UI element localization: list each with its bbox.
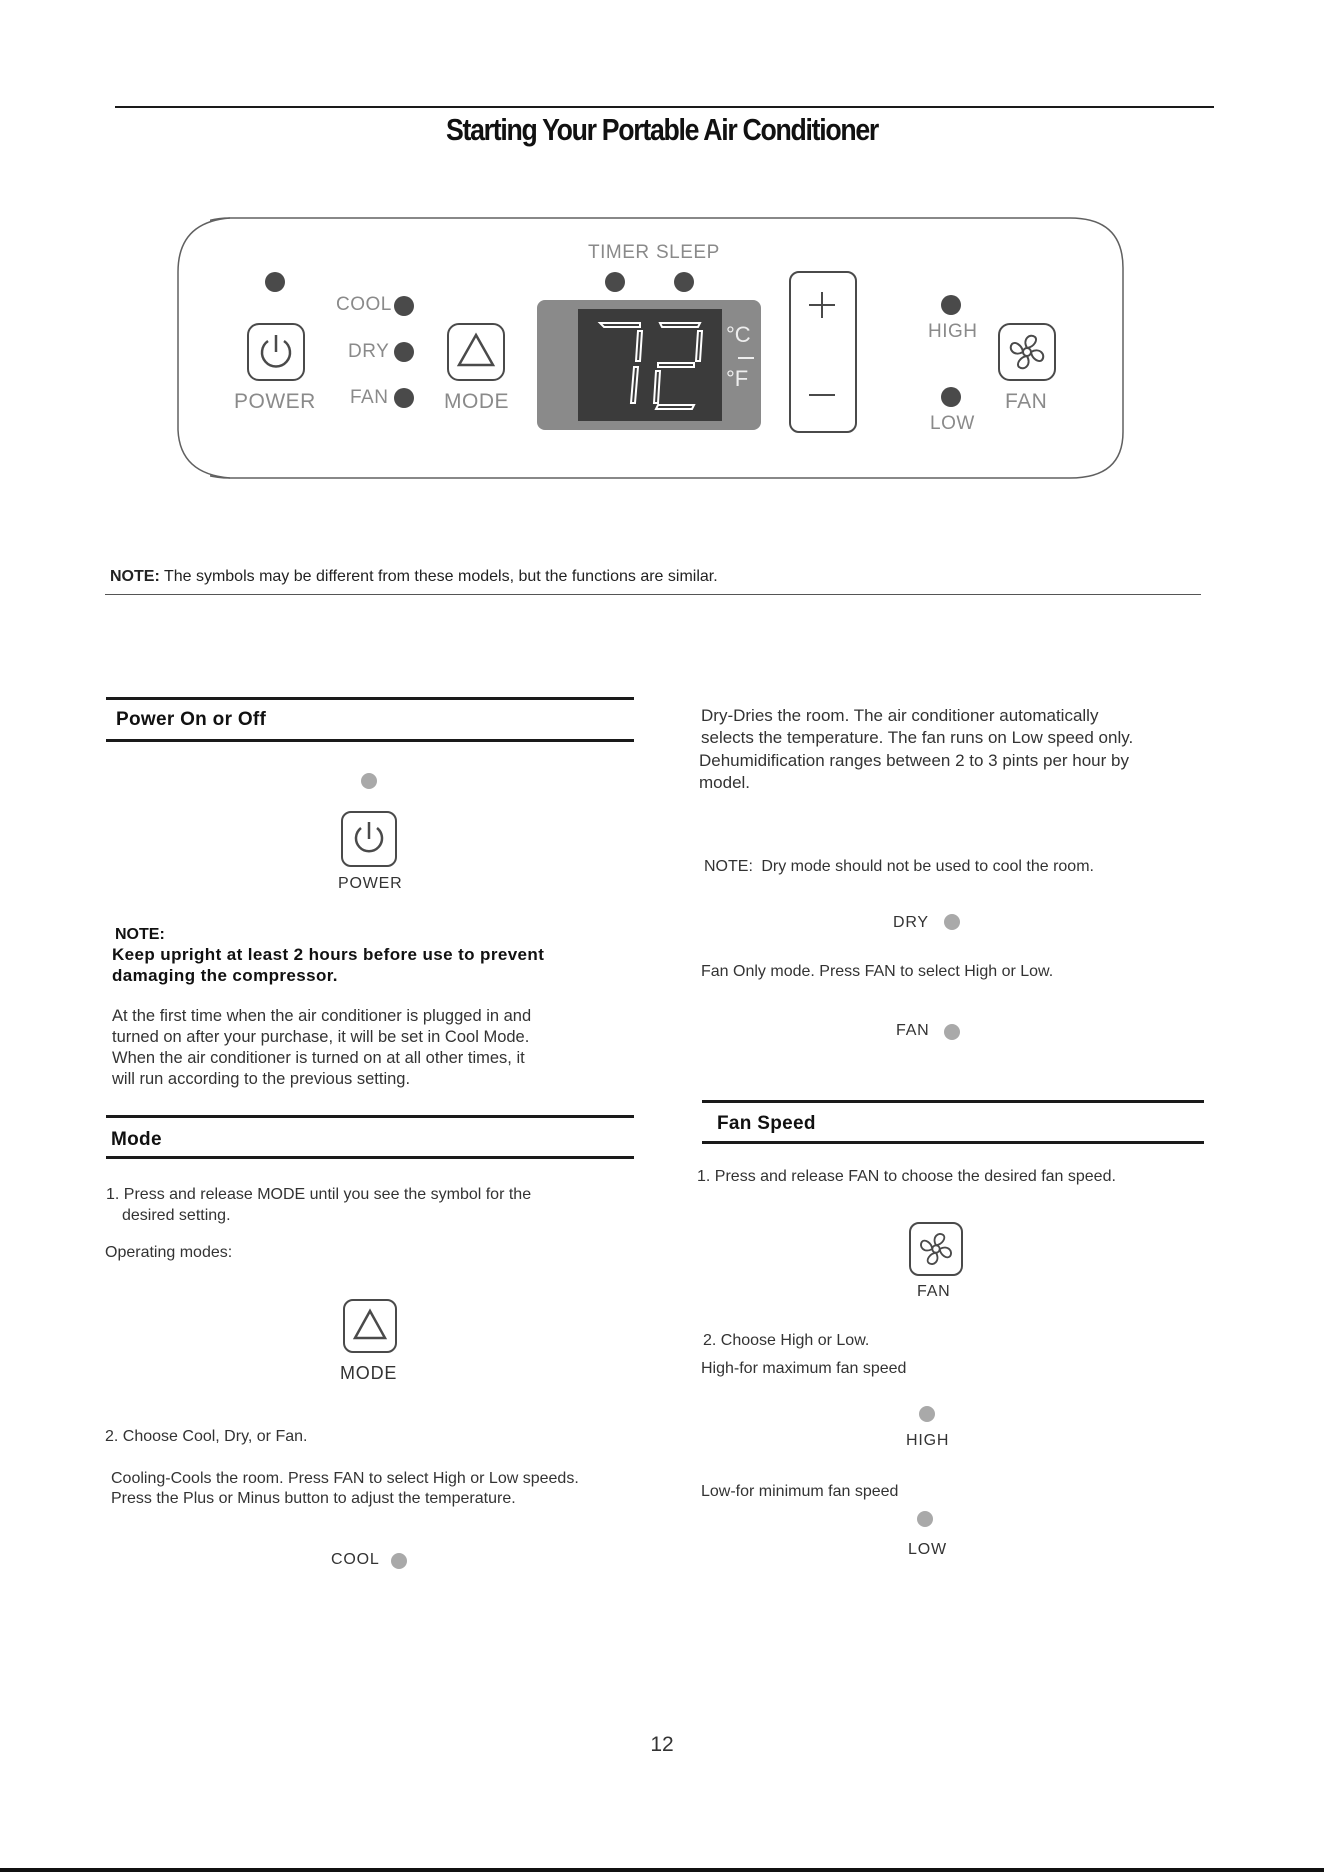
cool-demo-led <box>391 1553 407 1569</box>
page-number: 12 <box>650 1733 674 1756</box>
high-label: HIGH <box>928 321 978 342</box>
dry-note-text: Dry mode should not be used to cool the room. <box>761 858 1094 875</box>
power-para-4: will run according to the previous setting. <box>112 1070 411 1088</box>
low-led <box>941 387 961 407</box>
bottom-edge <box>0 1868 1324 1872</box>
control-panel-left-edge <box>170 212 230 484</box>
fan-button[interactable] <box>998 323 1056 381</box>
low-demo-led <box>917 1511 933 1527</box>
fan-speed-step2: 2. Choose High or Low. <box>703 1332 870 1349</box>
mode-step2: 2. Choose Cool, Dry, or Fan. <box>105 1428 308 1445</box>
minus-button[interactable] <box>807 380 837 410</box>
fan-demo-led <box>944 1024 960 1040</box>
power-demo-label: POWER <box>338 875 403 892</box>
power-button[interactable] <box>247 323 305 381</box>
triangle-icon <box>449 325 503 379</box>
power-note-label: NOTE: <box>115 926 165 943</box>
unit-divider <box>738 357 754 359</box>
timer-label: TIMER <box>588 242 650 263</box>
low-label: LOW <box>930 413 975 434</box>
mode-heading-rule-bottom <box>106 1156 634 1159</box>
cooling-line-2: Press the Plus or Minus button to adjust the temperature. <box>111 1490 516 1507</box>
dry-label: DRY <box>348 341 390 362</box>
note-top <box>110 568 718 586</box>
mode-heading: Mode <box>111 1129 162 1150</box>
dry-demo-label: DRY <box>893 914 929 931</box>
dry-para-1: Dry-Dries the room. The air conditioner automatically <box>701 706 1099 725</box>
mode-heading-rule-top <box>106 1115 634 1118</box>
note-rule <box>105 594 1201 595</box>
dry-note <box>704 857 1094 877</box>
fan-speed-rule-top <box>702 1100 1204 1103</box>
high-led <box>941 295 961 315</box>
fan-mode-label: FAN <box>350 387 389 408</box>
mode-demo-button <box>343 1299 397 1353</box>
high-desc: High-for maximum fan speed <box>701 1360 907 1377</box>
fan-label: FAN <box>1005 390 1048 413</box>
fan-only-text: Fan Only mode. Press FAN to select High or Low. <box>701 963 1054 980</box>
power-icon <box>343 813 395 865</box>
power-demo-button <box>341 811 397 867</box>
mode-operating: Operating modes: <box>105 1244 233 1261</box>
power-para-2: turned on after your purchase, it will be set in Cool Mode. <box>112 1028 530 1046</box>
timer-led <box>605 272 625 292</box>
fan-demo-button <box>909 1222 963 1276</box>
power-para-1: At the first time when the air conditioner is plugged in and <box>112 1007 532 1025</box>
dry-note-label: NOTE: <box>704 858 753 875</box>
fan-mode-led <box>394 388 414 408</box>
dry-led <box>394 342 414 362</box>
dry-para-2: selects the temperature. The fan runs on Low speed only. <box>701 728 1134 747</box>
mode-step1-b: desired setting. <box>122 1207 231 1224</box>
fan-speed-step1: 1. Press and release FAN to choose the desired fan speed. <box>697 1168 1116 1185</box>
power-label: POWER <box>234 390 316 413</box>
power-note-line-2: damaging the compressor. <box>112 966 338 985</box>
dry-para-3: Dehumidification ranges between 2 to 3 pints per hour by <box>699 751 1129 770</box>
plus-button[interactable] <box>807 290 837 320</box>
triangle-icon <box>345 1301 395 1351</box>
cooling-line-1: Cooling-Cools the room. Press FAN to select High or Low speeds. <box>111 1470 579 1487</box>
top-rule <box>115 106 1214 108</box>
high-demo-led <box>919 1406 935 1422</box>
note-top-label: NOTE: <box>110 568 160 585</box>
high-demo-label: HIGH <box>906 1432 950 1449</box>
power-demo-led <box>361 773 377 789</box>
unit-fahrenheit: °F <box>726 366 749 391</box>
fan-speed-heading: Fan Speed <box>717 1113 816 1134</box>
plus-icon <box>807 290 837 320</box>
power-heading-rule-top <box>106 697 634 700</box>
power-indicator-led <box>265 272 285 292</box>
dry-para-4: model. <box>699 773 751 792</box>
fan-demo-label: FAN <box>896 1022 930 1039</box>
mode-demo-label: MODE <box>340 1363 398 1383</box>
mode-button[interactable] <box>447 323 505 381</box>
note-top-text: The symbols may be different from these models, but the functions are similar. <box>159 568 718 585</box>
fan-speed-button-label: FAN <box>917 1283 951 1300</box>
power-heading-rule-bottom <box>106 739 634 742</box>
fan-speed-rule-bottom <box>702 1141 1204 1144</box>
fan-icon <box>911 1224 961 1274</box>
seven-segment-digits <box>578 309 722 421</box>
cool-demo-label: COOL <box>331 1551 380 1568</box>
fan-icon <box>1000 325 1054 379</box>
power-icon <box>249 325 303 379</box>
low-desc: Low-for minimum fan speed <box>701 1483 899 1500</box>
minus-icon <box>807 380 837 410</box>
unit-celsius: °C <box>726 322 751 347</box>
sleep-label: SLEEP <box>656 242 720 263</box>
power-heading: Power On or Off <box>116 709 267 730</box>
page-title: Starting Your Portable Air Conditioner <box>446 112 878 147</box>
cool-label: COOL <box>336 294 392 315</box>
power-para-3: When the air conditioner is turned on at all other times, it <box>112 1049 525 1067</box>
mode-label: MODE <box>444 390 509 413</box>
sleep-led <box>674 272 694 292</box>
dry-demo-led <box>944 914 960 930</box>
cool-led <box>394 296 414 316</box>
power-note-line-1: Keep upright at least 2 hours before use to prevent <box>112 945 545 964</box>
low-demo-label: LOW <box>908 1541 947 1558</box>
mode-step1-a: 1. Press and release MODE until you see the symbol for the <box>106 1186 532 1203</box>
